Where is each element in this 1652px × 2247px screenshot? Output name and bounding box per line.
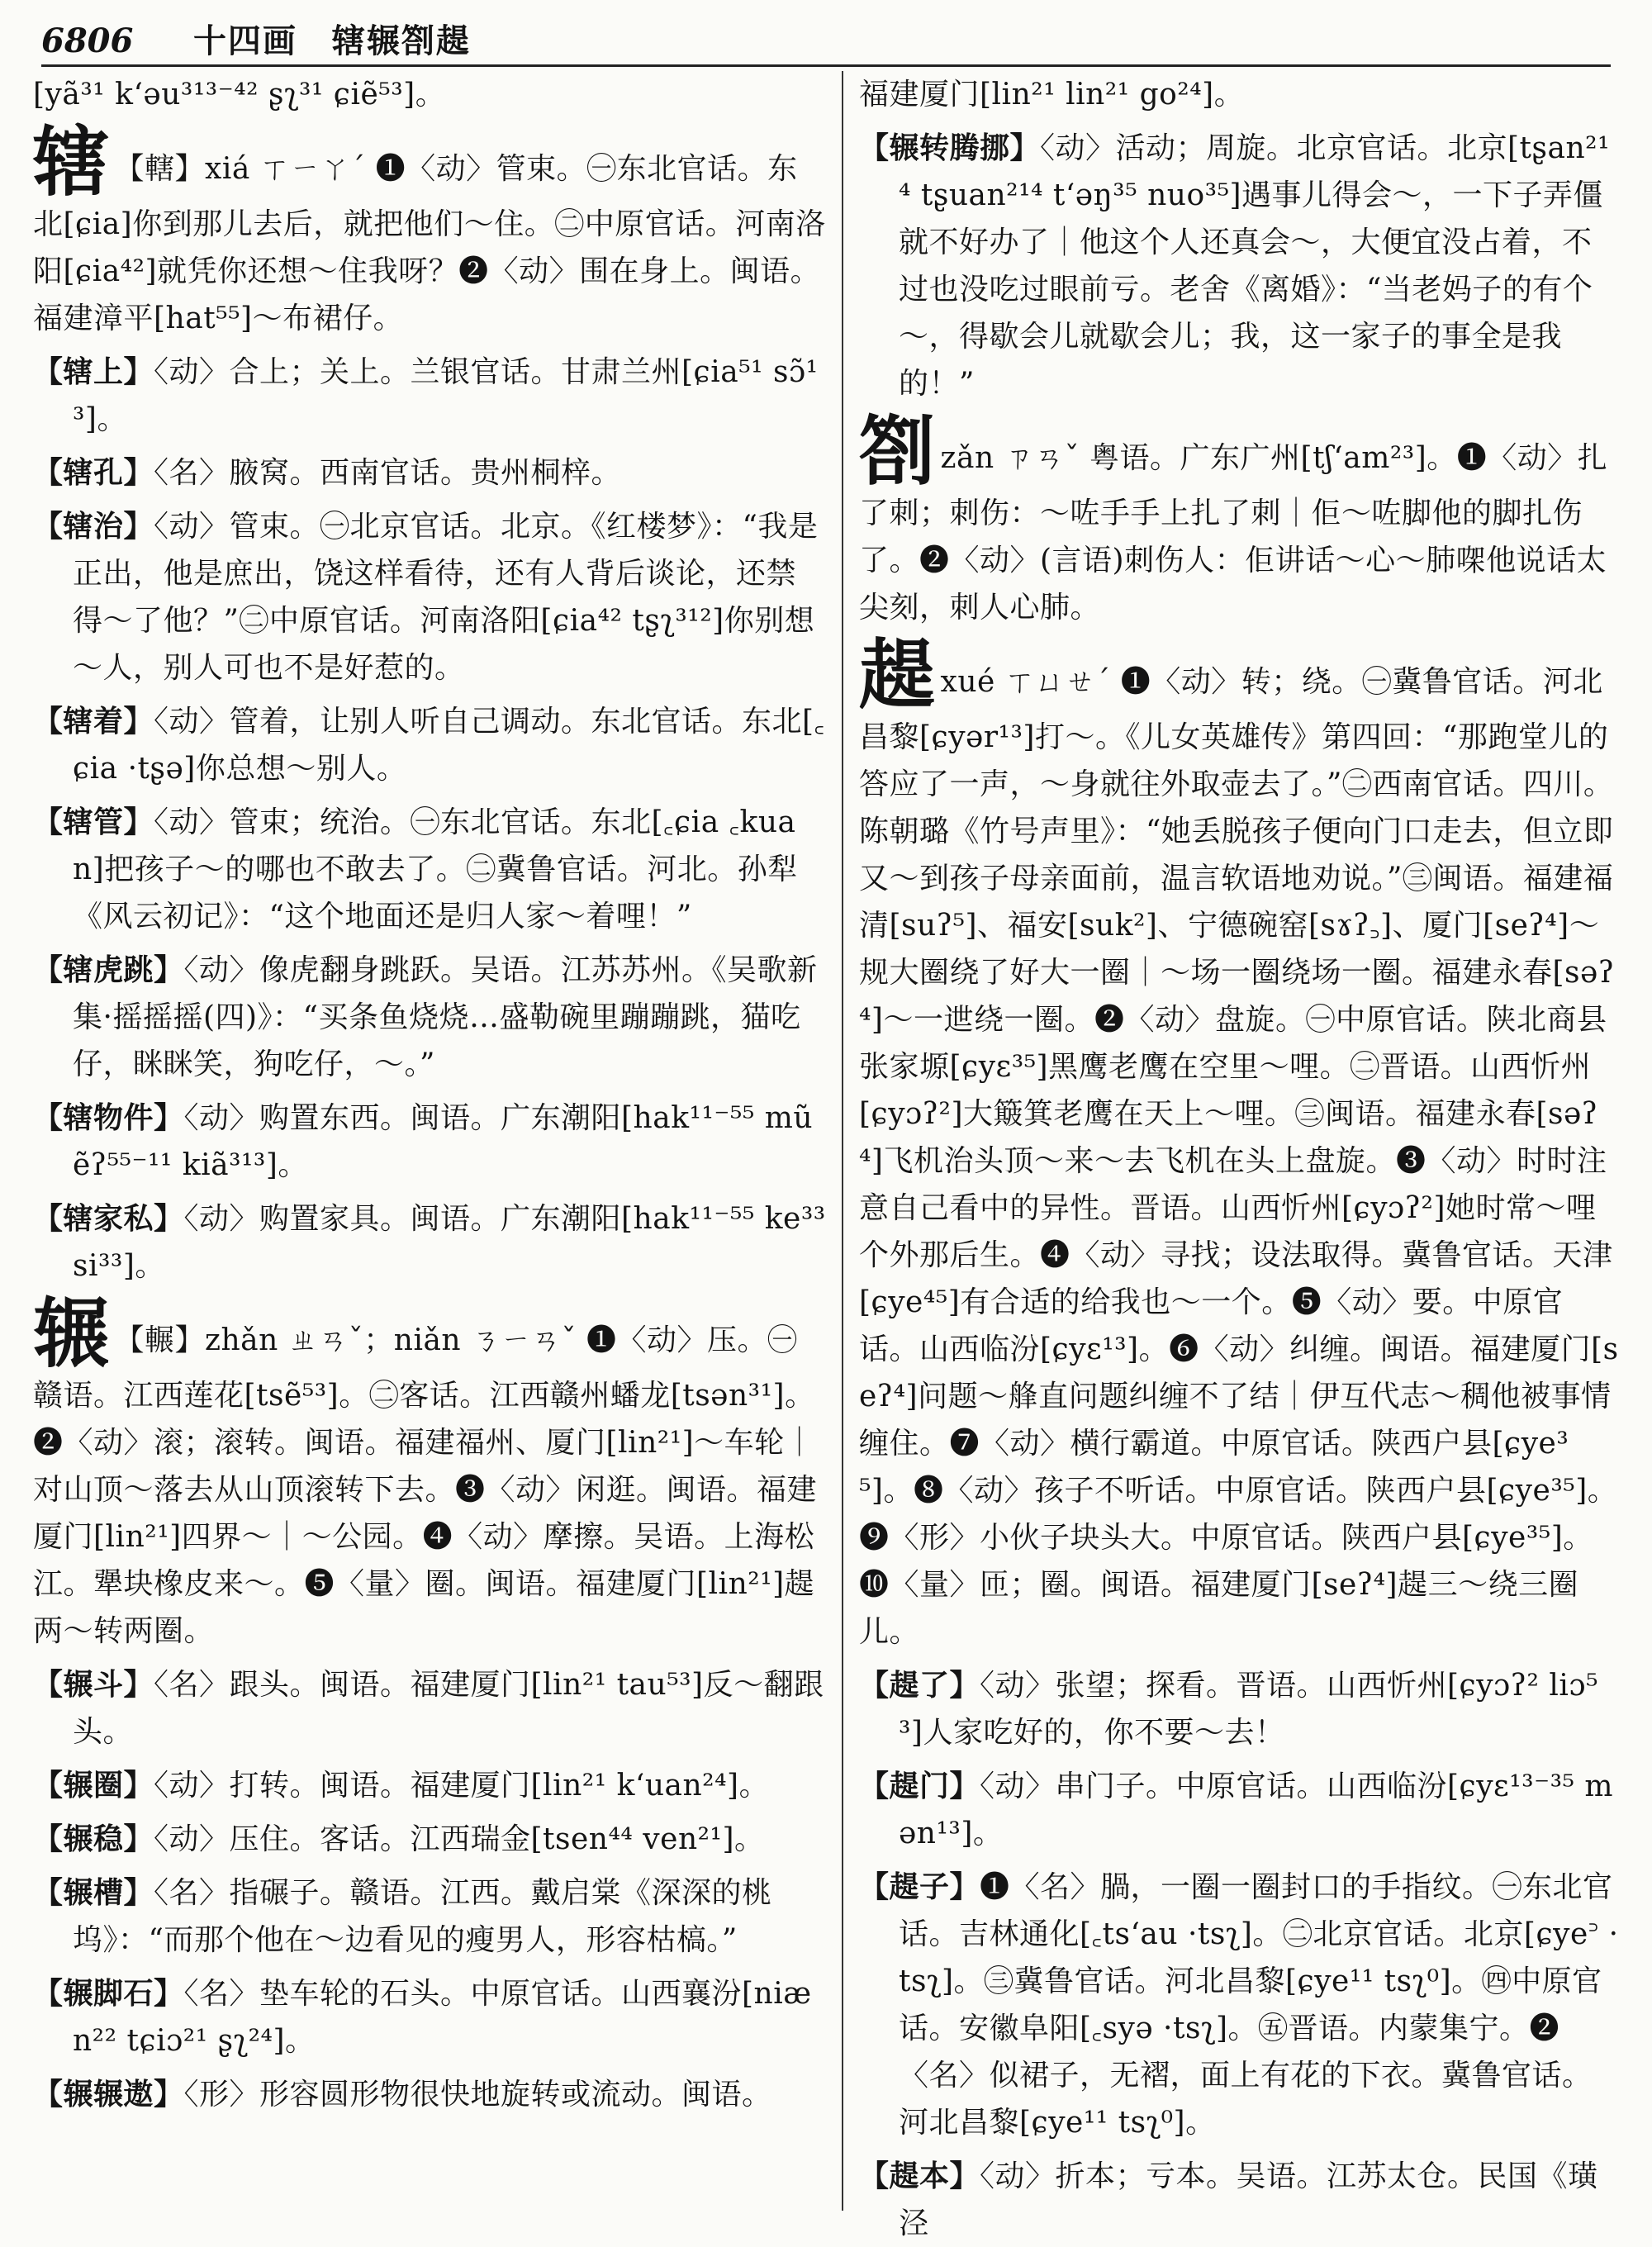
- entry-definition: ❶〈名〉腡，一圈一圈封口的手指纹。㊀东北官话。吉林通化[꜀ts‘au ·tsʅ]。㊁北京官话。北京[ɕye꜄ ·tsʅ]。㊂冀鲁官话。河北昌黎[ɕye¹¹ tsʅ⁰]。㊃中原官话。安徽阜阳[꜀syə ·tsʅ]。㊄晋语。内蒙集宁。❷〈名〉似裙子，无褶，面上有花的下衣。冀鲁官话。河北昌黎[ɕye¹¹ tsʅ⁰]。: [899, 1870, 1619, 2140]
- dictionary-entry: [33, 799, 826, 940]
- entry-definition: 〈动〉购置东西。闽语。广东潮阳[hak¹¹⁻⁵⁵ mũẽʔ⁵⁵⁻¹¹ kiã³¹³]。: [73, 1101, 814, 1182]
- entry-definition: 〈动〉合上；关上。兰银官话。甘肃兰州[ɕia⁵¹ sɔ̃¹³]。: [73, 355, 819, 436]
- head-character-entry: [859, 407, 1619, 631]
- head-character: 劄: [859, 407, 936, 496]
- left-column: [33, 71, 826, 2215]
- dictionary-entry: [859, 2153, 1619, 2247]
- dictionary-entry: [33, 2071, 826, 2118]
- entry-headword: 【趧子】: [859, 1870, 980, 1904]
- entry-definition: 〈形〉形容圆形物很快地旋转或流动。闽语。: [183, 2078, 772, 2112]
- entry-headword: 【趧了】: [859, 1669, 980, 1703]
- entry-headword: 【趧门】: [859, 1770, 980, 1803]
- dictionary-entry: [859, 125, 1619, 407]
- entry-definition: 〈动〉活动；周旋。北京官话。北京[tʂan²¹⁴ tʂuan²¹⁴ t‘əŋ³⁵ nuo³⁵]遇事儿得会～，一下子弄僵就不好办了｜他这个人还真会～，大便宜没占着，不过也没吃过眼前亏。老舍《离婚》：“当老妈子的有个～，得歇会儿就歇会儿；我，这一家子的事全是我的！”: [899, 131, 1611, 401]
- running-header: [41, 18, 1611, 67]
- dictionary-entry: [859, 1864, 1619, 2146]
- entry-headword: 【辗转腾挪】: [859, 131, 1041, 165]
- entry-definition: 〈名〉垫车轮的石头。中原官话。山西襄汾[niæn²² tɕiɔ²¹ ʂʅ²⁴]。: [73, 1977, 812, 2058]
- entry-headword: 【辗稳】: [33, 1822, 154, 1856]
- entry-definition: 〈动〉像虎翻身跳跃。吴语。江苏苏州。《吴歌新集·摇摇摇(四)》：“买条鱼烧烧…盛勒碗里蹦蹦跳，猫吃仔，眯眯笑，狗吃仔，～。”: [73, 953, 818, 1081]
- head-character: 趧: [859, 631, 936, 720]
- entry-definition: [yã³¹ k‘əu³¹³⁻⁴² ʂʅ³¹ ɕiẽ⁵³]。: [33, 78, 446, 112]
- entry-definition: 【轄】xiá ㄒㄧㄚˊ ❶〈动〉管束。㊀东北官话。东北[ɕia]你到那儿去后，就把他们～住。㊁中原官话。河南洛阳[ɕia⁴²]就凭你还想～住我呀？❷〈动〉围在身上。闽语。福建漳平[hat⁵⁵]～布裙仔。: [33, 152, 826, 335]
- entry-headword: 【辖上】: [33, 355, 154, 389]
- entry-definition: 〈动〉张望；探看。晋语。山西忻州[ɕyɔʔ² liɔ⁵³]人家吃好的，你不要～去！: [899, 1669, 1599, 1750]
- dictionary-entry: [33, 1869, 826, 1964]
- entry-definition: 〈动〉管着，让别人听自己调动。东北官话。东北[꜀ɕia ·tʂə]你总想～别人。: [73, 705, 825, 786]
- entry-definition: 〈动〉压住。客话。江西瑞金[tsen⁴⁴ ven²¹]。: [154, 1822, 765, 1856]
- entry-definition: 〈动〉串门子。中原官话。山西临汾[ɕyɛ¹³⁻³⁵ mən¹³]。: [899, 1770, 1614, 1850]
- entry-definition: 〈名〉指碾子。赣语。江西。戴启棠《深深的桃坞》：“而那个他在～边看见的瘦男人，形容枯槁。”: [73, 1876, 772, 1957]
- entry-headword: 【趧本】: [859, 2159, 980, 2193]
- dictionary-entry: [33, 1661, 826, 1755]
- entry-definition: 〈动〉折本；亏本。吴语。江苏太仓。民国《璜泾: [899, 2159, 1598, 2240]
- column-divider: [842, 71, 843, 2211]
- continued-entry: [859, 71, 1619, 118]
- entry-definition: 〈动〉购置家具。闽语。广东潮阳[hak¹¹⁻⁵⁵ ke³³ si³³]。: [73, 1202, 826, 1283]
- entry-headword: 【辖管】: [33, 805, 154, 839]
- entry-headword: 【辖物件】: [33, 1101, 184, 1135]
- entry-definition: 〈动〉管束。㊀北京官话。北京。《红楼梦》：“我是正出，他是庶出，饶这样看待，还有人背后谈论，还禁得～了他？”㊁中原官话。河南洛阳[ɕia⁴² tʂʅ³¹²]你别想～人，别人可也不是好惹的。: [73, 510, 819, 685]
- entry-headword: 【辖虎跳】: [33, 953, 184, 987]
- head-character: 辖: [33, 118, 110, 207]
- right-column: [859, 71, 1619, 2240]
- dictionary-entry: [33, 349, 826, 443]
- entry-headword: 【辗槽】: [33, 1876, 154, 1910]
- dictionary-entry: [859, 1763, 1619, 1857]
- header-title: 十四画 辖辗劄趧: [192, 22, 471, 60]
- head-character-entry: [33, 1290, 826, 1655]
- dictionary-entry: [33, 449, 826, 496]
- page-number: 6806: [41, 21, 134, 60]
- entry-definition: 〈名〉跟头。闽语。福建厦门[lin²¹ tau⁵³]反～翻跟头。: [73, 1668, 824, 1749]
- entry-headword: 【辖孔】: [33, 456, 154, 490]
- continued-entry: [33, 71, 826, 118]
- dictionary-entry: [33, 1095, 826, 1189]
- entry-definition: 【輾】zhǎn ㄓㄢˇ；niǎn ㄋㄧㄢˇ ❶〈动〉压。㊀赣语。江西莲花[tsẽ⁵³]。㊁客话。江西赣州蟠龙[tsən³¹]。❷〈动〉滚；滚转。闽语。福建福州、厦门[lin²¹]～车轮｜对山顶～落去从山顶滚转下去。❸〈动〉闲逛。闽语。福建厦门[lin²¹]四界～｜～公园。❹〈动〉摩擦。吴语。上海松江。犟块橡皮来～。❺〈量〉圈。闽语。福建厦门[lin²¹]趧两～转两圈。: [33, 1323, 818, 1648]
- entry-headword: 【辖家私】: [33, 1202, 184, 1236]
- entry-headword: 【辖治】: [33, 510, 154, 544]
- head-character: 辗: [33, 1290, 110, 1378]
- entry-definition: 〈名〉腋窝。西南官话。贵州桐梓。: [154, 456, 622, 490]
- dictionary-entry: [859, 1662, 1619, 1756]
- dictionary-entry: [33, 698, 826, 792]
- dictionary-entry: [33, 1816, 826, 1863]
- dictionary-entry: [33, 947, 826, 1088]
- entry-definition: 福建厦门[lin²¹ lin²¹ go²⁴]。: [859, 78, 1245, 112]
- dictionary-entry: [33, 1195, 826, 1290]
- entry-headword: 【辗脚石】: [33, 1977, 184, 2011]
- entry-definition: 〈动〉管束；统治。㊀东北官话。东北[꜀ɕia ꜀kuan]把孩子～的哪也不敢去了。㊁冀鲁官话。河北。孙犁《风云初记》：“这个地面还是归人家～着哩！”: [73, 805, 798, 933]
- entry-headword: 【辗斗】: [33, 1668, 154, 1702]
- entry-definition: 〈动〉打转。闽语。福建厦门[lin²¹ k‘uan²⁴]。: [154, 1769, 770, 1803]
- dictionary-entry: [33, 1762, 826, 1809]
- head-character-entry: [859, 631, 1619, 1656]
- entry-definition: xué ㄒㄩㄝˊ ❶〈动〉转；绕。㊀冀鲁官话。河北昌黎[ɕyər¹³]打～。《儿女英雄传》第四回：“那跑堂儿的答应了一声，～身就往外取壶去了。”㊁西南官话。四川。陈朝璐《竹号声里》：“她丢脱孩子便向门口走去，但立即又～到孩子母亲面前，温言软语地劝说。”㊂闽语。福建福清[suʔ⁵]、福安[suk²]、宁德碗窑[sɤʔ꜆]、厦门[seʔ⁴]～规大圈绕了好大一圈｜～场一圈绕场一圈。福建永春[səʔ⁴]～一迣绕一圈。❷〈动〉盘旋。㊀中原官话。陕北商县张家塬[ɕyɛ³⁵]黑鹰老鹰在空里～哩。㊁晋语。山西忻州[ɕyɔʔ²]大簸箕老鹰在天上～哩。㊂闽语。福建永春[səʔ⁴]飞机治头顶～来～去飞机在头上盘旋。❸〈动〉时时注意自己看中的异性。晋语。山西忻州[ɕyɔʔ²]她时常～哩个外那后生。❹〈动〉寻找；设法取得。冀鲁官话。天津[ɕye⁴⁵]有合适的给我也～一个。❺〈动〉要。中原官话。山西临汾[ɕyɛ¹³]。❻〈动〉纠缠。闽语。福建厦门[seʔ⁴]问题～艂直问题纠缠不了结｜伊互代志～稠他被事情缠住。❼〈动〉横行霸道。中原官话。陕西户县[ɕye³⁵]。❽〈动〉孩子不听话。中原官话。陕西户县[ɕye³⁵]。❾〈形〉小伙子块头大。中原官话。陕西户县[ɕye³⁵]。❿〈量〉匝；圈。闽语。福建厦门[seʔ⁴]趧三～绕三圈儿。: [859, 665, 1619, 1649]
- entry-headword: 【辗圈】: [33, 1769, 154, 1803]
- entry-headword: 【辖着】: [33, 705, 154, 739]
- entry-headword: 【辗辗遨】: [33, 2078, 184, 2112]
- head-character-entry: [33, 118, 826, 342]
- dictionary-entry: [33, 503, 826, 691]
- entry-definition: zǎn ㄗㄢˇ 粤语。广东广州[tʃ‘am²³]。❶〈动〉扎了刺；刺伤：～咗手手上扎了刺｜佢～咗脚他的脚扎伤了。❷〈动〉(言语)刺伤人：佢讲话～心～肺㗎他说话太尖刻，刺人心肺。: [859, 441, 1608, 625]
- dictionary-entry: [33, 1970, 826, 2064]
